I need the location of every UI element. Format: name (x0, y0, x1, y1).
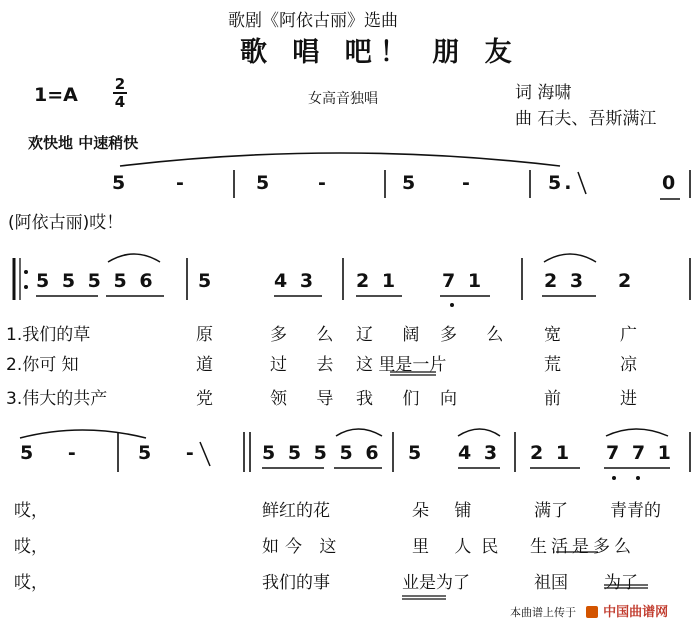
lyric: 广 (620, 325, 637, 345)
lyric: 进 (620, 389, 637, 409)
notes-measure-3: 2 1 (356, 270, 399, 292)
intro-tie (120, 153, 560, 166)
notes-measure-1: 5 5 5 5 6 (36, 270, 156, 292)
meter-bottom: 4 (114, 93, 126, 111)
lyric: 向 (440, 389, 457, 409)
lower-octave-dot (450, 303, 454, 307)
lyric: 过 去 (270, 355, 346, 375)
lyric: 多 么 (270, 325, 346, 345)
lyric: 原 (196, 325, 213, 345)
lyric: 业是为了 (402, 573, 470, 593)
lyric: 党 (196, 389, 213, 409)
meter-top: 2 (114, 75, 126, 93)
lyric: 朵 铺 (412, 501, 482, 521)
lyricist: 词 海啸 (515, 83, 572, 103)
notes-measure-2: 5 (198, 270, 215, 292)
notes-measure-3: 5 5 5 5 6 (262, 442, 382, 464)
site-name: 中国曲谱网 (603, 605, 669, 620)
notes-measure-4: 5 (408, 442, 425, 464)
note-logo-icon (586, 606, 598, 618)
repeat-dot (24, 270, 28, 274)
lyric: 为了 (604, 573, 638, 593)
intro-note: 5 (402, 172, 419, 194)
notes-measure-5b: 7 7 1 (606, 442, 674, 464)
lower-octave-dot (612, 476, 616, 480)
lyric: 2.你可 知 (6, 355, 79, 375)
tie (20, 430, 146, 438)
lyric: 如今 这 (262, 537, 343, 557)
lyric: 荒 (544, 355, 561, 375)
notes-measure-4: 2 3 (544, 270, 587, 292)
notes-measure-4b: 2 (618, 270, 635, 292)
notes-measure-2b: 4 3 (274, 270, 317, 292)
slur (606, 429, 668, 436)
lyric: 鲜红的花 (262, 501, 330, 521)
lyric: 祖国 (534, 573, 568, 593)
lyric: 青青的 (610, 501, 661, 521)
lyric: 我 们 (356, 389, 432, 409)
lyric: 道 (196, 355, 213, 375)
song-title: 歌 唱 吧！ 朋 友 (240, 37, 520, 68)
lyric: 领 导 (270, 389, 346, 409)
singer-cue: (阿依古丽)哎！ (8, 213, 124, 233)
notes-measure-3b: 7 1 (442, 270, 485, 292)
intro-rest: 0 (662, 172, 679, 194)
lyric: 凉 (620, 355, 637, 375)
composer: 曲 石夫、吾斯满江 (515, 109, 657, 129)
slur (108, 254, 160, 262)
lyric: 里 人民 (412, 537, 509, 557)
lyric: 哎， (14, 573, 48, 593)
tempo-marking: 欢快地 中速稍快 (28, 134, 139, 152)
lyric: 生活是多么 (530, 537, 635, 557)
lower-octave-dot (636, 476, 640, 480)
lyric: 满了 (534, 501, 568, 521)
notes-measure-1: 5 - (20, 442, 90, 464)
notes-measure-4b: 4 3 (458, 442, 501, 464)
intro-dash: - (462, 172, 473, 194)
repeat-dot (24, 285, 28, 289)
lyric: 前 (544, 389, 561, 409)
site-logo[interactable] (586, 601, 668, 620)
slur (544, 254, 596, 262)
intro-dash: - (176, 172, 187, 194)
notes-measure-5: 2 1 (530, 442, 573, 464)
lyric: 多 么 (440, 325, 516, 345)
slur (458, 429, 500, 436)
key-signature: 1=A (34, 84, 78, 106)
lyric: 辽 阔 (356, 325, 432, 345)
voice-type: 女高音独唱 (308, 91, 378, 107)
lyric: 哎， (14, 501, 48, 521)
lyric: 宽 (544, 325, 561, 345)
intro-note: 5 (256, 172, 273, 194)
slur (336, 429, 382, 436)
lyric: 我们的事 (262, 573, 330, 593)
lyric: 这 里是一片 (356, 355, 447, 375)
opera-subtitle: 歌剧《阿依古丽》选曲 (228, 11, 398, 31)
breath-mark (578, 172, 586, 194)
notes-measure-2: 5 - (138, 442, 208, 464)
intro-dash: - (318, 172, 329, 194)
intro-note: 5. (548, 172, 575, 194)
lyric: 3.伟大的共产 (6, 389, 108, 409)
upload-note: 本曲谱上传于 (510, 606, 576, 619)
intro-note: 5 (112, 172, 129, 194)
lyric: 哎， (14, 537, 48, 557)
lyric: 1.我们的草 (6, 325, 91, 345)
